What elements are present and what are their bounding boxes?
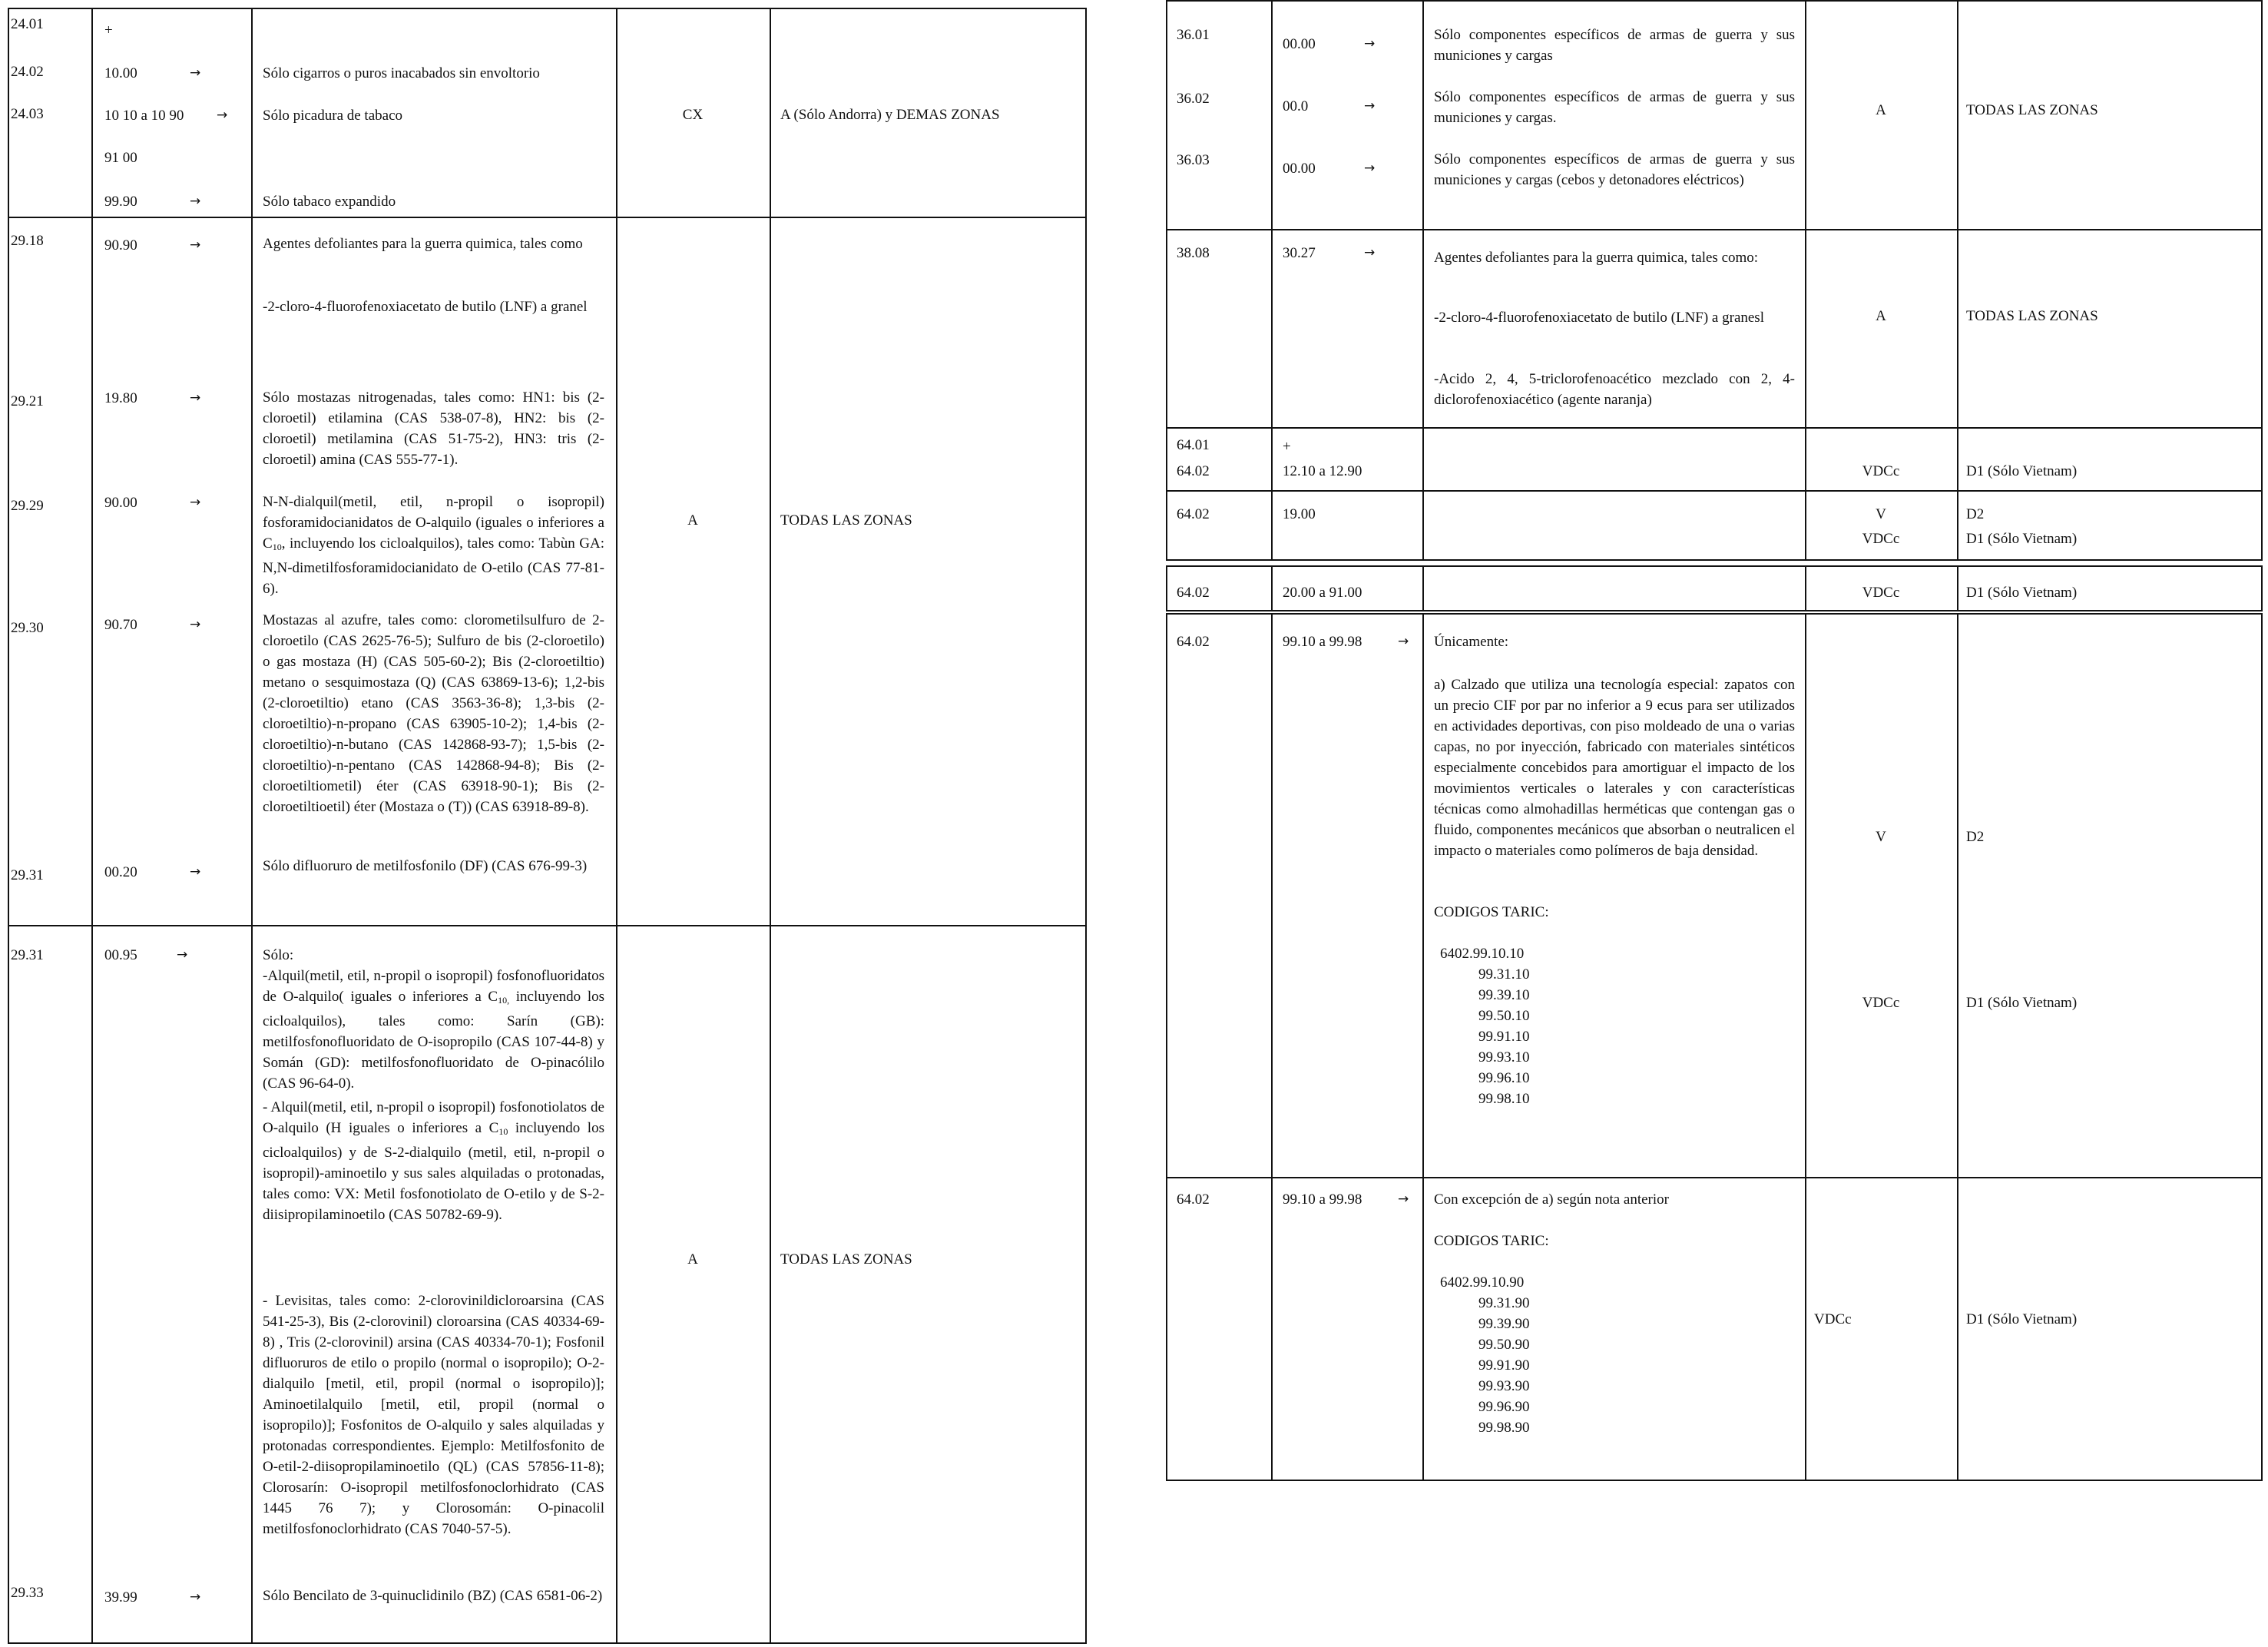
arrow-icon: → (190, 617, 201, 632)
description-heading: Con excepción de a) según nota anterior (1434, 1191, 1669, 1208)
code-cell: 64.01 (1177, 437, 1210, 453)
zones-cell: D1 (Sólo Vietnam) (1966, 463, 2078, 479)
sub-cell: 12.10 a 12.90 (1283, 463, 1362, 479)
arrow-icon: → (190, 194, 201, 209)
code-cell: 24.01 (11, 16, 44, 32)
code-cell: 29.33 (11, 1585, 44, 1601)
sub-cell: 99.10 a 99.98 (1283, 634, 1362, 650)
sub-cell: 00.0 (1283, 98, 1309, 114)
code-cell: 38.08 (1177, 245, 1210, 261)
sub-cell: 19.00 (1283, 506, 1316, 522)
description-cell: -2-cloro-4-fluorofenoxiacetato de butilo (LNF) a granel (263, 299, 588, 315)
sub-cell: 00.20 (104, 864, 137, 880)
table-row-64-02-99-b (1166, 1177, 2263, 1481)
taric-code: 99.93.90 (1478, 1378, 1530, 1394)
arrow-icon: → (1398, 634, 1409, 649)
sub-cell: 00.00 (1283, 161, 1316, 177)
code-cell: 64.02 (1177, 463, 1210, 479)
sub-cell: 20.00 a 91.00 (1283, 585, 1362, 601)
taric-code: 99.93.10 (1478, 1049, 1530, 1065)
zones-cell: D1 (Sólo Vietnam) (1966, 995, 2078, 1011)
code-cell: 29.21 (11, 393, 44, 409)
control-cell: A (687, 512, 698, 529)
arrow-icon: → (190, 864, 201, 880)
sub-cell: 19.80 (104, 390, 137, 406)
description-cell: Sólo difluoruro de metilfosfonilo (DF) (CAS 676-99-3) (263, 858, 588, 874)
arrow-icon: → (190, 65, 201, 81)
zones-cell: TODAS LAS ZONAS (780, 512, 912, 529)
taric-code: 6402.99.10.90 (1440, 1274, 1525, 1291)
taric-code: 99.96.10 (1478, 1070, 1530, 1086)
arrow-icon: → (1364, 245, 1376, 260)
sub-cell: 30.27 (1283, 245, 1316, 261)
sub-cell: 00.95 (104, 947, 137, 963)
taric-code: 99.98.90 (1478, 1420, 1530, 1436)
zones-cell: D2 (1966, 829, 1985, 845)
sub-cell: 99.90 (104, 194, 137, 210)
zones-cell: D1 (Sólo Vietnam) (1966, 585, 2078, 601)
arrow-icon: → (1364, 161, 1376, 176)
zones-cell: D1 (Sólo Vietnam) (1966, 1311, 2078, 1327)
description-cell: Sólo tabaco expandido (263, 194, 396, 210)
description-heading: Únicamente: (1434, 634, 1509, 650)
description-cell: Sólo componentes específicos de armas de guerra y sus municiones y cargas (1434, 27, 1795, 64)
table-row-64-02-20 (1166, 565, 2263, 611)
sub-cell: 10.00 (104, 65, 137, 81)
table-row-64-02-99-a (1166, 613, 2263, 1178)
arrow-icon: → (1364, 98, 1376, 114)
sub-cell: 90.70 (104, 617, 137, 633)
description-cell: -2-cloro-4-fluorofenoxiacetato de butilo (LNF) a granesl (1434, 310, 1764, 326)
taric-code: 99.96.90 (1478, 1399, 1530, 1415)
code-cell: 29.31 (11, 867, 44, 883)
description-para: - Levisitas, tales como: 2-clorovinildicloroarsina (CAS 541-25-3), Bis (2-clorovinil) cloroarsina (CAS 40334-69-8) , Tris (2-clorovinil) arsina (CAS 40334-70-1); Fosfonil difluoruros de etilo o propilo (normal o isopropilo); O-2-dialquilo [metil, etil, propil (normal o isopropilo)]; Aminoetilalquilo [metil, etil, propil (normal o isopropilo)]; Fosfonitos de O-alquilo y sales alquiladas y protonadas correspondientes. Ejemplo: Metilfosfonito de O-etil-2-diisopropilaminoetilo (QL) (CAS 57856-11-8); Clorosarín: O-isopropil metilfosfonoclorhidrato (CAS 1445 76 7); y Clorosomán: O-pinacolil metilfosfonoclorhidrato (CAS 7040-57-5). (263, 1293, 604, 1537)
zones-cell: TODAS LAS ZONAS (780, 1251, 912, 1268)
taric-code: 99.50.90 (1478, 1337, 1530, 1353)
code-cell: 64.02 (1177, 585, 1210, 601)
control-cell: A (1876, 102, 1886, 118)
description-cell: Agentes defoliantes para la guerra quimica, tales como: (1434, 250, 1759, 266)
zones-cell: A (Sólo Andorra) y DEMAS ZONAS (780, 107, 1000, 123)
left-table (8, 8, 1087, 1644)
control-cell: VDCc (1862, 995, 1900, 1011)
table-row-24 (8, 8, 1087, 218)
description-para: - Alquil(metil, etil, n-propil o isopropil) fosfonotiolatos de O-alquilo (H iguales o inferiores a $C_{10}$ incluyendo los cicloalquilos) y de S-2-dialquilo (metil, etil, n-propil o isopropil)-aminoetilo y sus sales alquiladas o protonadas, tales como: VX: Metil fosfonotiolato de O-etilo y de S-2-diisipropilaminoetilo (CAS 50782-69-9). (263, 1099, 604, 1223)
code-cell: 29.30 (11, 620, 44, 636)
control-cell: A (1876, 308, 1886, 324)
code-cell: 24.03 (11, 106, 44, 122)
sub-cell: + (104, 22, 113, 38)
arrow-icon: → (217, 108, 228, 123)
sub-cell: 90.00 (104, 495, 137, 511)
arrow-icon: → (1398, 1191, 1409, 1207)
code-cell: 64.02 (1177, 634, 1210, 650)
taric-code: 99.50.10 (1478, 1008, 1530, 1024)
sub-cell: 00.00 (1283, 36, 1316, 52)
description-para: a) Calzado que utiliza una tecnología especial: zapatos con un precio CIF por par no inferior a 9 ecus para ser utilizados en actividades deportivas, con piso moldeado de una o varias capas, no por inyección, fabricado con materiales sintéticos especialmente concebidos para amortiguar el impacto de los movimientos verticales o laterales y con características técnicas como almohadillas herméticas que contengan gas o fluido, componentes mecánicos que absorban o neutralicen el impacto o materiales como polímeros de baja densidad. (1434, 677, 1795, 859)
taric-label: CODIGOS TARIC: (1434, 904, 1549, 920)
taric-code: 99.98.10 (1478, 1091, 1530, 1107)
description-cell: Sólo mostazas nitrogenadas, tales como: HN1: bis (2-cloroetil) etilamina (CAS 538-07-8), HN2: bis (2-cloroetil) metilamina (CAS 51-75-2), HN3: tris (2-cloroetil) amina (CAS 555-77-1). (263, 389, 604, 468)
description-cell: Agentes defoliantes para la guerra quimica, tales como (263, 236, 583, 252)
zones-cell: D1 (Sólo Vietnam) (1966, 531, 2078, 547)
arrow-icon: → (190, 1589, 201, 1605)
code-cell: 29.18 (11, 233, 44, 249)
arrow-icon: → (1364, 36, 1376, 51)
code-cell: 64.02 (1177, 506, 1210, 522)
taric-label: CODIGOS TARIC: (1434, 1233, 1549, 1249)
control-cell: VDCc (1862, 463, 1900, 479)
control-cell: A (687, 1251, 698, 1268)
arrow-icon: → (177, 947, 188, 963)
description-para: -Alquil(metil, etil, n-propil o isopropil) fosfonofluoridatos de O-alquilo( iguales o inferiores a $C_{10,}$ incluyendo los cicloalquilos), tales como: Sarín (GB): metilfosfonofluoridato de O-isopropilo (CAS 107-44-8) y Somán (GD): metilfosfonofluoridato de O-pinacólilo (CAS 96-64-0). (263, 968, 604, 1092)
zones-cell: TODAS LAS ZONAS (1966, 102, 2098, 118)
taric-code: 99.31.10 (1478, 966, 1530, 983)
sub-cell: + (1283, 439, 1291, 455)
code-cell: 36.01 (1177, 27, 1210, 43)
control-cell: VDCc (1862, 585, 1900, 601)
zones-cell: TODAS LAS ZONAS (1966, 308, 2098, 324)
arrow-icon: → (190, 495, 201, 510)
sub-cell: 10 10 a 10 90 (104, 108, 184, 124)
sub-cell: 99.10 a 99.98 (1283, 1191, 1362, 1208)
zones-cell: D2 (1966, 506, 1985, 522)
control-cell: V (1876, 506, 1886, 522)
taric-code: 6402.99.10.10 (1440, 946, 1525, 962)
sub-cell: 90.90 (104, 237, 137, 254)
solo-label: Sólo: (263, 947, 294, 963)
table-row-29-31 (8, 925, 1087, 1644)
table-row-29 (8, 217, 1087, 926)
code-cell: 29.31 (11, 947, 44, 963)
arrow-icon: → (190, 237, 201, 253)
code-cell: 36.03 (1177, 152, 1210, 168)
control-cell: CX (682, 107, 704, 123)
code-cell: 36.02 (1177, 91, 1210, 107)
description-cell: Mostazas al azufre, tales como: clorometilsulfuro de 2-cloroetilo (CAS 2625-76-5); Sulfuro de bis (2-cloroetilo) o gas mostaza (H) (CAS 505-60-2); Bis (2-cloroetiltio) metano o sesquimostaza (Q) (CAS 63869-13-6); 1,2-bis (2-cloroetiltio) etano (CAS 3563-36-8); 1,3-bis (2-cloroetiltio)-n-propano (CAS 63905-10-2); 1,4-bis (2-cloroetiltio)-n-butano (CAS 142868-93-7); 1,5-bis (2-cloroetiltio)-n-pentano (CAS 142868-94-8); Bis (2-cloroetiltiometil) éter (CAS 63918-90-1); Bis (2-cloroetiltioetil) éter (Mostaza o (T)) (CAS 63918-89-8). (263, 612, 604, 815)
sub-cell: 91 00 (104, 150, 137, 166)
taric-code: 99.91.90 (1478, 1357, 1530, 1374)
taric-code: 99.39.90 (1478, 1316, 1530, 1332)
code-cell: 24.02 (11, 64, 44, 80)
control-cell: V (1876, 829, 1886, 845)
description-cell: -Acido 2, 4, 5-triclorofenoacético mezclado con 2, 4-diclorofenoxiacético (agente naranja) (1434, 371, 1795, 408)
table-row-64-02-19 (1166, 490, 2263, 561)
code-cell: 64.02 (1177, 1191, 1210, 1208)
description-cell: Sólo Bencilato de 3-quinuclidinilo (BZ) (CAS 6581-06-2) (263, 1588, 603, 1604)
taric-code: 99.31.90 (1478, 1295, 1530, 1311)
arrow-icon: → (190, 390, 201, 406)
taric-code: 99.39.10 (1478, 987, 1530, 1003)
taric-code: 99.91.10 (1478, 1029, 1530, 1045)
code-cell: 29.29 (11, 498, 44, 514)
description-cell: Sólo cigarros o puros inacabados sin envoltorio (263, 65, 540, 81)
right-table (1166, 0, 2263, 1483)
description-cell: N-N-dialquil(metil, etil, n-propil o isopropil) fosforamidocianidatos de O-alquilo (iguales o inferiores a $C_{10}$, incluyendo los cicloalquilos), tales como: Tabùn GA: N,N-dimetilfosforamidocianidato de O-etilo (CAS 77-81-6). (263, 494, 604, 597)
control-cell: VDCc (1814, 1311, 1852, 1327)
description-cell: Sólo componentes específicos de armas de guerra y sus municiones y cargas. (1434, 89, 1795, 126)
table-row-36 (1166, 0, 2263, 230)
table-row-38 (1166, 229, 2263, 429)
description-cell: Sólo picadura de tabaco (263, 108, 403, 124)
table-row-64-01 (1166, 427, 2263, 492)
description-cell: Sólo componentes específicos de armas de guerra y sus municiones y cargas (cebos y detonadores eléctricos) (1434, 151, 1795, 188)
sub-cell: 39.99 (104, 1589, 137, 1606)
control-cell: VDCc (1862, 531, 1900, 547)
